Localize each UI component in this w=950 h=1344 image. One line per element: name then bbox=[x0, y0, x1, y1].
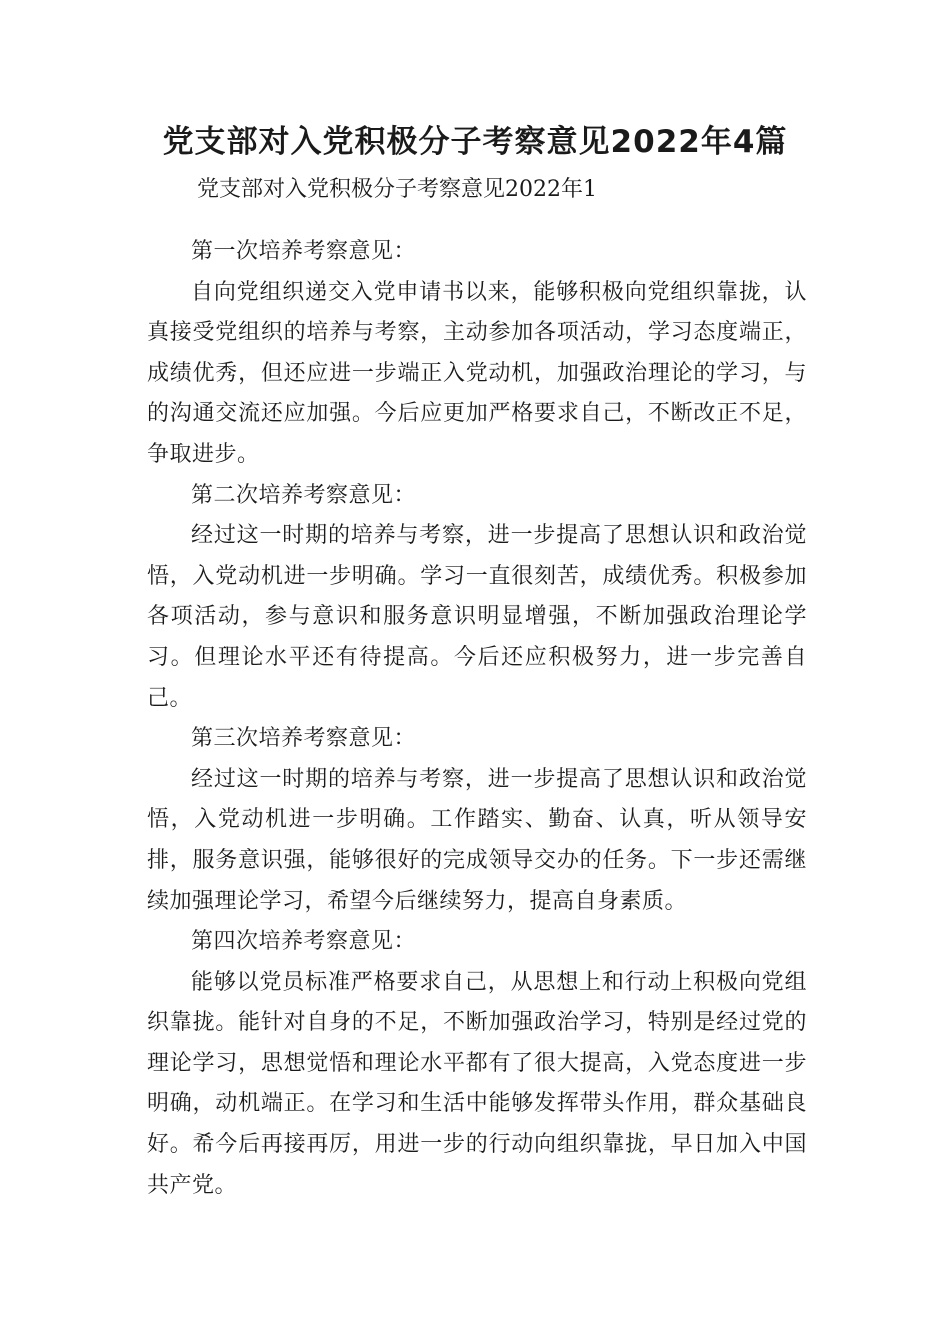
section-heading-2: 第二次培养考察意见： bbox=[191, 482, 417, 508]
section-paragraph-1: 自向党组织递交入党申请书以来，能够积极向党组织靠拢，认真接受党组织的培养与考察，主动参加各项活动，学习态度端正，成绩优秀，但还应进一步端正入党动机，加强政治理论的学习，与的沟通交流还应加强。今后应更加严格要求自己，不断改正不足，争取进步。 bbox=[147, 279, 807, 467]
document-title: 党支部对入党积极分子考察意见2022年4篇 bbox=[162, 124, 788, 160]
document-body bbox=[147, 218, 807, 1206]
document-subtitle: 党支部对入党积极分子考察意见2022年1 bbox=[197, 177, 597, 202]
section-heading-1: 第一次培养考察意见： bbox=[191, 239, 417, 264]
section-paragraph-4: 能够以党员标准严格要求自己，从思想上和行动上积极向党组织靠拢。能针对自身的不足，不断加强政治学习，特别是经过党的理论学习，思想觉悟和理论水平都有了很大提高，入党态度进一步明确，动机端正。在学习和生活中能够发挥带头作用，群众基础良好。希今后再接再厉，用进一步的行动向组织靠拢，早日加入中国共产党。 bbox=[147, 969, 807, 1198]
section-heading-3: 第三次培养考察意见： bbox=[191, 726, 417, 752]
section-heading-4: 第四次培养考察意见： bbox=[191, 929, 417, 955]
section-paragraph-2: 经过这一时期的培养与考察，进一步提高了思想认识和政治觉悟，入党动机进一步明确。学习一直很刻苦，成绩优秀。积极参加各项活动，参与意识和服务意识明显增强，不断加强政治理论学习。但理论水平还有待提高。今后还应积极努力，进一步完善自己。 bbox=[147, 523, 807, 711]
blank-line bbox=[147, 218, 807, 232]
section-paragraph-3: 经过这一时期的培养与考察，进一步提高了思想认识和政治觉悟，入党动机进一步明确。工作踏实、勤奋、认真，听从领导安排，服务意识强，能够很好的完成领导交办的任务。下一步还需继续加强理论学习，希望今后继续努力，提高自身素质。 bbox=[147, 766, 807, 914]
